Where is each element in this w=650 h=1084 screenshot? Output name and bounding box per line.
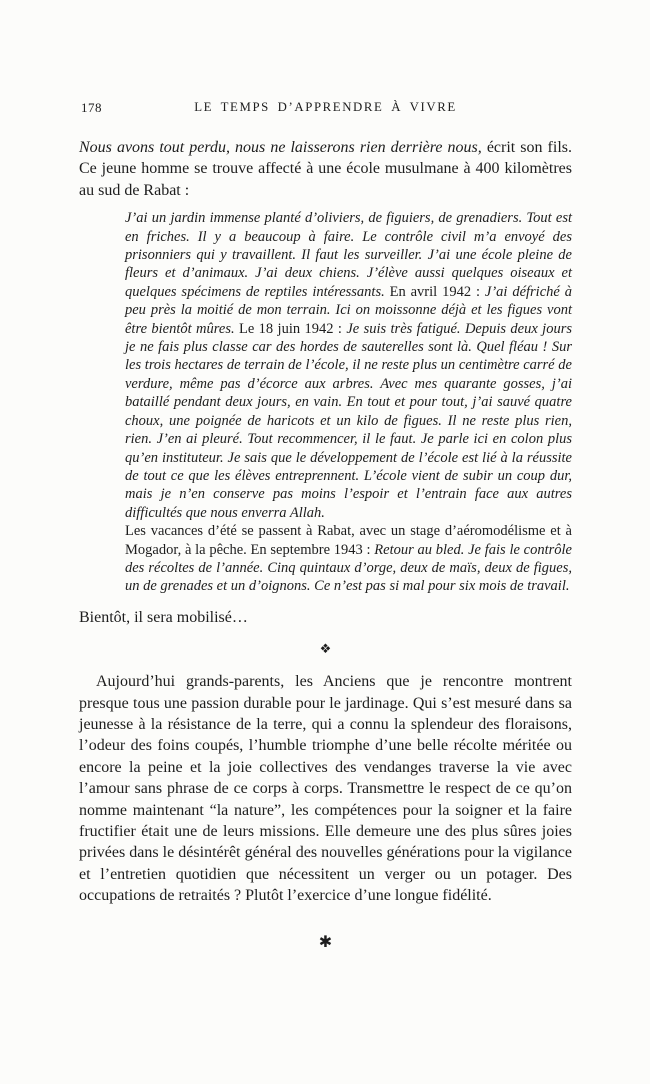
quote-italic-run-3: Je suis très fatigué. Depuis deux jours je ne fais plus classe car des hordes de sauterelles sont là. Quel fléau ! Sur les trois hectares de terrain de l’école, il ne reste plus un centimètre carré de verdure, même pas d’écorce aux arbres. Avec mes quarante gosses, j’ai bataillé pendant deux jours, en vain. En tout et pour tout, j’ai sauvé quatre choux, une poignée de haricots et un kilo de figues. Il ne reste plus rien, rien. J’en ai pleuré. Tout recommencer, il le faut. Je parle ici en colon plus qu’en instituteur. Je sais que le développement de l’école est lié à la réussite de tout ce que les élèves entreprennent. L’école vient de subir un coup dur, mais je n’en conserve pas moins l’espoir et l’entrain face aux autres difficultés que nous enverra Allah.: [125, 320, 572, 521]
transition-line: Bientôt, il sera mobilisé…: [79, 608, 248, 626]
quote-paragraph-1: [125, 209, 572, 522]
quote-italic-retour-au-bled: Retour au bled. Je fais le contrôle des récoltes de l’année. Cinq quintaux d’orge, deux de maïs, deux de figues, un de grenades et un d’oignons. Ce n’est pas si mal pour six mois de travail.: [125, 541, 572, 595]
page-header: [79, 100, 572, 117]
letter-blockquote: [125, 209, 572, 596]
intro-italic-quote: Nous avons tout perdu, nous ne laisserons rien derrière nous,: [79, 139, 482, 156]
quote-paragraph-2: [125, 522, 572, 596]
closing-paragraph: Aujourd’hui grands-parents, les Anciens que je rencontre montrent presque tous une passion durable pour le jardinage. Qui s’est mesuré dans sa jeunesse à la résistance de la terre, qui a connu la splendeur des floraisons, l’odeur des foins coupés, l’humble triomphe d’une belle récolte méritée ou encore la peine et la joie collectives des vendanges traverse la vie avec l’amour sans phrase de ce corps à corps. Transmettre le respect de ce qu’on nomme maintenant “la nature”, les compétences pour la soigner et la faire fructifier était une de leurs missions. Elle demeure une des plus sûres joies privées dans le désintérêt général des nouvelles générations pour la vigilance et l’entretien quotidien que nécessitent un verger ou un potager. Des occupations de retraités ? Plutôt l’exercice d’une longue fidélité.: [79, 673, 572, 905]
intro-paragraph: [79, 137, 572, 201]
quote-italic-run-1: J’ai un jardin immense planté d’oliviers, de figuiers, de grenadiers. Tout est en friches. Il y a beaucoup à faire. Le contrôle civil m’a envoyé des prisonniers qui y travaillent. Il faut les surveiller. J’ai une école pleine de fleurs et d’animaux. J’ai deux chiens. J’élève aussi quelques oiseaux et quelques spécimens de reptiles intéressants.: [125, 210, 572, 300]
quote-date-juin-1942: Le 18 juin 1942 :: [238, 320, 347, 337]
section-divider-ornament-icon: ❖: [319, 641, 332, 657]
quote-date-avril-1942: En avril 1942 :: [389, 283, 485, 300]
running-title: LE TEMPS D’APPRENDRE À VIVRE: [194, 100, 457, 114]
quote-italic-run-2: J’ai défriché à peu près la moitié de mon terrain. Ici on moissonne déjà et les figues vont être bientôt mûres.: [125, 283, 572, 337]
quote-roman-vacances: Les vacances d’été se passent à Rabat, avec un stage d’aéromodélisme et à Mogador, à la pêche. En septembre 1943 :: [125, 523, 572, 558]
page-number: 178: [81, 100, 102, 115]
footer-asterisk-icon: ✱: [318, 933, 333, 951]
intro-roman-text: écrit son fils. Ce jeune homme se trouve affecté à une école musulmane à 400 kilomètres au sud de Rabat :: [79, 139, 573, 199]
